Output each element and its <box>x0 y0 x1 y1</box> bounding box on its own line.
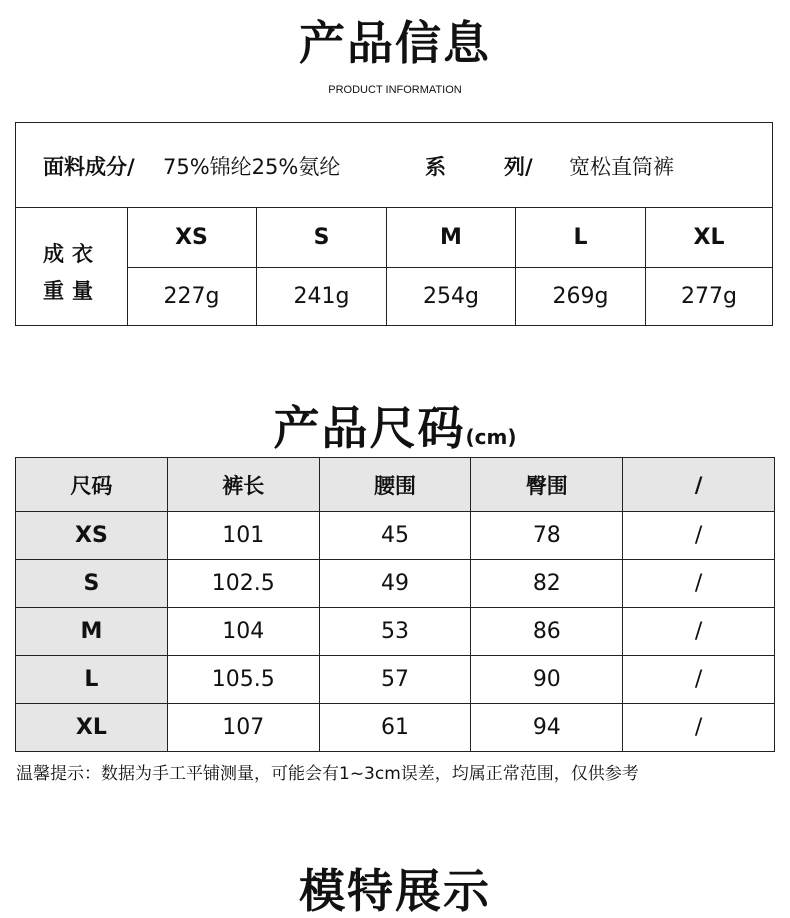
weight-label-line2: 重量 <box>43 279 101 303</box>
table-row <box>16 560 775 608</box>
header-waist: 腰围 <box>319 458 471 512</box>
weight-value-xl: 277g <box>681 284 737 309</box>
product-info-table <box>15 122 773 326</box>
size-cell: S <box>16 560 168 608</box>
waist-cell: 53 <box>319 608 471 656</box>
weight-size-xl: XL <box>646 208 772 268</box>
extra-cell: / <box>623 512 775 560</box>
length-cell: 107 <box>167 704 319 752</box>
product-info-subtitle: PRODUCT INFORMATION <box>328 84 462 96</box>
length-cell: 104 <box>167 608 319 656</box>
hip-cell: 90 <box>471 656 623 704</box>
table-row <box>16 656 775 704</box>
size-chart-heading <box>0 392 790 458</box>
table-row <box>16 608 775 656</box>
hip-cell: 78 <box>471 512 623 560</box>
weight-value-l: 269g <box>516 268 646 325</box>
table-row <box>16 704 775 752</box>
extra-cell: / <box>623 560 775 608</box>
model-display-title: 模特展示 <box>299 864 491 918</box>
size-table-header-row <box>16 458 775 512</box>
length-cell: 101 <box>167 512 319 560</box>
waist-cell: 49 <box>319 560 471 608</box>
fabric-series-row <box>16 123 772 208</box>
table-row <box>16 512 775 560</box>
weight-size-l: L <box>516 208 646 268</box>
header-size: 尺码 <box>16 458 168 512</box>
series-label-part1: 系 <box>425 155 446 179</box>
fabric-value: 75%锦纶25%氨纶 <box>163 155 341 179</box>
hip-cell: 86 <box>471 608 623 656</box>
extra-cell: / <box>623 656 775 704</box>
weight-value-s: 241g <box>257 268 387 325</box>
weight-label-line1: 成衣 <box>43 242 101 266</box>
series-value: 宽松直筒裤 <box>569 155 674 179</box>
size-cell: XL <box>16 704 168 752</box>
header-length: 裤长 <box>167 458 319 512</box>
weight-size-xs: XS <box>127 208 257 268</box>
size-cell: L <box>16 656 168 704</box>
fabric-label: 面料成分/ <box>43 155 135 179</box>
weight-size-m: M <box>387 208 516 268</box>
size-cell: M <box>16 608 168 656</box>
header-hip: 臀围 <box>471 458 623 512</box>
hip-cell: 82 <box>471 560 623 608</box>
length-cell: 102.5 <box>167 560 319 608</box>
product-info-title: 产品信息 <box>299 16 491 70</box>
size-chart-table <box>15 457 775 752</box>
weight-size-s: S <box>257 208 387 268</box>
extra-cell: / <box>623 608 775 656</box>
weight-value-xs: 227g <box>127 268 257 325</box>
extra-cell: / <box>623 704 775 752</box>
waist-cell: 45 <box>319 512 471 560</box>
length-cell: 105.5 <box>167 656 319 704</box>
weight-value-m: 254g <box>387 268 516 325</box>
size-chart-unit: (cm) <box>465 425 517 449</box>
size-cell: XS <box>16 512 168 560</box>
garment-weight-label <box>16 208 128 325</box>
waist-cell: 61 <box>319 704 471 752</box>
series-label-part2: 列/ <box>504 155 533 179</box>
size-chart-title: 产品尺码 <box>273 401 466 455</box>
waist-cell: 57 <box>319 656 471 704</box>
hip-cell: 94 <box>471 704 623 752</box>
header-extra: / <box>623 458 775 512</box>
measurement-tip: 温馨提示：数据为手工平铺测量，可能会有1~3cm误差，均属正常范围，仅供参考 <box>16 764 639 784</box>
